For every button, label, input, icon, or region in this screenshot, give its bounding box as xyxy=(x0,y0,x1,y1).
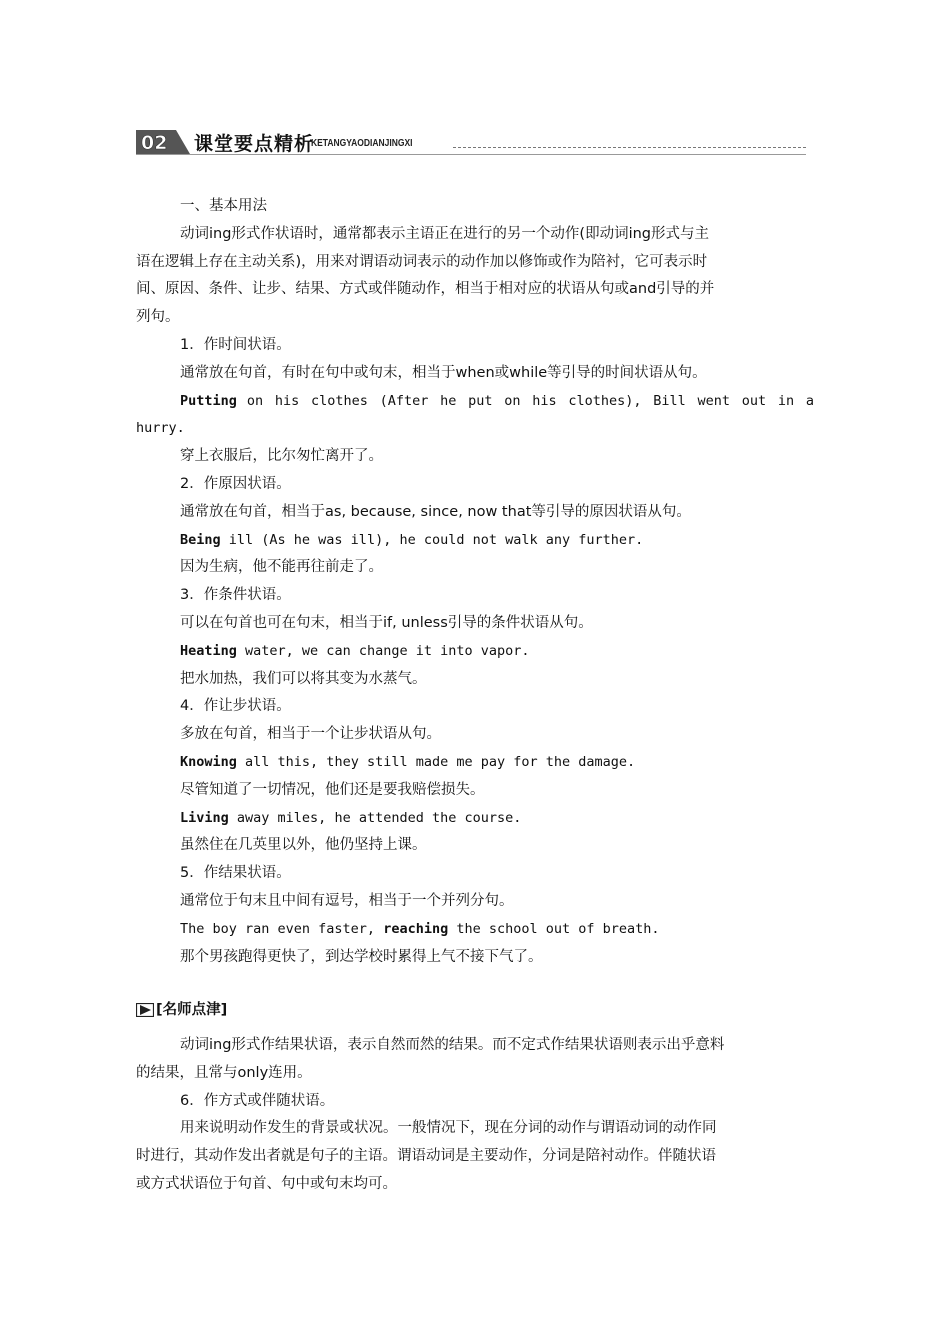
item-title-condition: 3．作条件状语。 xyxy=(180,587,291,604)
manner-line: 时进行，其动作发出者就是句子的主语。谓语动词是主要动作，分词是陪衬动作。伴随状语 xyxy=(136,1148,716,1165)
intro-line: 间、原因、条件、让步、结果、方式或伴随动作，相当于相对应的状语从句或and引导的并 xyxy=(136,281,715,298)
translation-result: 那个男孩跑得更快了，到达学校时累得上气不接下气了。 xyxy=(180,948,543,965)
example-rest: ill (As he was ill), he could not walk any further. xyxy=(220,531,644,548)
section-title-pinyin: KETANGYAODIANJINGXI xyxy=(311,138,413,149)
item-desc-concession: 多放在句首，相当于一个让步状语从句。 xyxy=(180,726,441,743)
item-title-result: 5．作结果状语。 xyxy=(180,865,291,882)
example-result xyxy=(136,916,814,944)
example-reason xyxy=(136,527,814,555)
example-rest: water, we can change it into vapor. xyxy=(236,642,530,659)
item-title-time: 1．作时间状语。 xyxy=(180,336,291,353)
translation-concession-1: 尽管知道了一切情况，他们还是要我赔偿损失。 xyxy=(180,781,485,798)
tip-and-manner xyxy=(136,1032,814,1199)
example-keyword: Heating xyxy=(180,642,237,659)
example-concession-2 xyxy=(136,805,814,833)
example-concession-1 xyxy=(136,749,814,777)
item-desc-result: 通常位于句末且中间有逗号，相当于一个并列分句。 xyxy=(180,892,514,909)
example-rest: all this, they still made me pay for the damage. xyxy=(236,753,636,770)
example-keyword: Being xyxy=(180,531,221,548)
example-rest: away miles, he attended the course. xyxy=(228,809,522,826)
item-title-reason: 2．作原因状语。 xyxy=(180,475,291,492)
translation-concession-2: 虽然住在几英里以外，他仍坚持上课。 xyxy=(180,837,427,854)
play-triangle-icon xyxy=(136,1003,154,1017)
example-pre: The boy ran even faster, xyxy=(180,920,384,937)
teacher-tip-label: [名师点津] xyxy=(156,1002,228,1018)
intro-line: 动词ing形式作状语时，通常都表示主语正在进行的另一个动作(即动词ing形式与主 xyxy=(180,225,709,242)
main-content xyxy=(136,193,814,971)
section-number-badge xyxy=(136,130,190,154)
example-keyword: Putting xyxy=(180,392,237,409)
section-heading: 一、基本用法 xyxy=(180,198,267,214)
example-time-cont: hurry. xyxy=(136,420,185,437)
manner-line: 用来说明动作发生的背景或状况。一般情况下，现在分词的动作与谓语动词的动作同 xyxy=(180,1120,717,1137)
example-keyword: Living xyxy=(180,809,229,826)
item-desc-condition: 可以在句首也可在句末，相当于if, unless引导的条件状语从句。 xyxy=(180,614,593,631)
tip-line: 的结果，且常与only连用。 xyxy=(136,1064,312,1081)
manner-line: 或方式状语位于句首、句中或句末均可。 xyxy=(136,1175,397,1192)
badge-number: 02 xyxy=(141,132,168,154)
translation-time: 穿上衣服后，比尔匆忙离开了。 xyxy=(180,448,383,465)
example-time xyxy=(136,388,814,416)
section-title: 课堂要点精析 xyxy=(194,133,315,155)
header-dashed-rule xyxy=(453,147,806,148)
example-rest: on his clothes (After he put on his clothes), Bill went out in a xyxy=(246,392,814,409)
item-desc-reason: 通常放在句首，相当于as, because, since, now that等引导的原因状语从句。 xyxy=(180,503,691,520)
section-header xyxy=(136,126,806,156)
example-rest: the school out of breath. xyxy=(448,920,660,937)
example-keyword: reaching xyxy=(383,920,449,937)
example-keyword: Knowing xyxy=(180,753,237,770)
item-desc-time: 通常放在句首，有时在句中或句末，相当于when或while等引导的时间状语从句。 xyxy=(180,364,707,381)
intro-line: 语在逻辑上存在主动关系)，用来对谓语动词表示的动作加以修饰或作为陪衬，它可表示时 xyxy=(136,253,708,270)
translation-condition: 把水加热，我们可以将其变为水蒸气。 xyxy=(180,670,427,687)
translation-reason: 因为生病，他不能再往前走了。 xyxy=(180,559,383,576)
header-rule xyxy=(136,154,806,155)
teacher-tip-heading xyxy=(136,998,227,1022)
example-condition xyxy=(136,638,814,666)
item-title-manner: 6．作方式或伴随状语。 xyxy=(180,1092,335,1109)
tip-line: 动词ing形式作结果状语，表示自然而然的结果。而不定式作结果状语则表示出乎意料 xyxy=(180,1037,725,1053)
item-title-concession: 4．作让步状语。 xyxy=(180,698,291,715)
intro-line: 列句。 xyxy=(136,309,180,326)
